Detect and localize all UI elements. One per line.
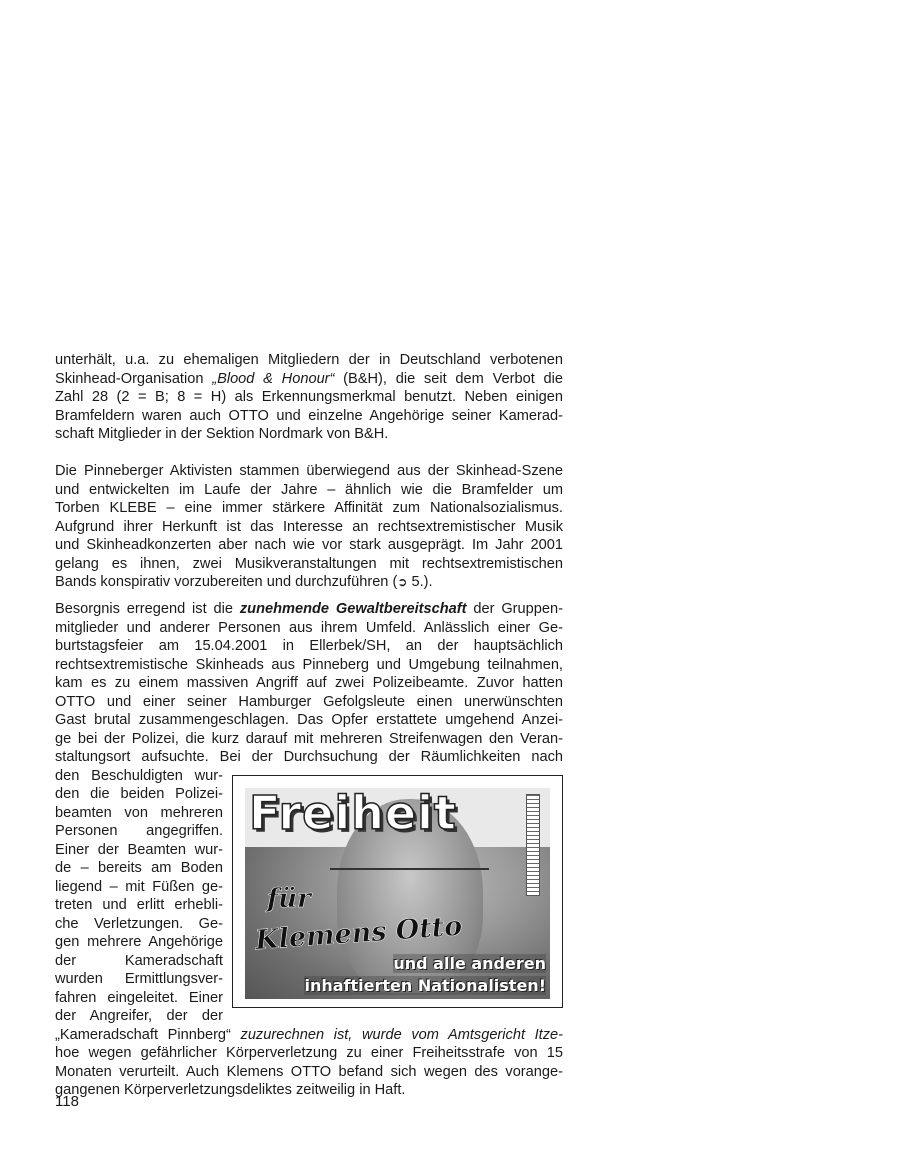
text-line: der Kameradschaft (55, 952, 223, 969)
text-line: OTTO und einer seiner Hamburger Gefolgsleute einen unerwünschten (55, 693, 563, 710)
text-segment: 5.). (407, 574, 433, 590)
text-line: treten und erlitt erhebli- (55, 897, 223, 913)
text-line: der Angreifer, der der (55, 1008, 223, 1024)
arrow-icon: ➲ (397, 575, 408, 589)
text-line: den Beschuldigten wur- (55, 767, 223, 784)
text-line: Gast brutal zusammengeschlagen. Das Opfer erstattete umgehend Anzei- (55, 712, 563, 728)
emphasis: „Blood & Honour“ (212, 370, 335, 387)
text-line: beamten von mehreren (55, 804, 223, 821)
text-line: Zahl 28 (2 = B; 8 = H) als Erkennungsmerkmal benutzt. Neben einigen (55, 389, 563, 405)
poster-side-label (526, 794, 540, 896)
text-line: de – bereits am Boden (55, 860, 223, 876)
text-line: kam es zu einem massiven Angriff auf zwei Polizeibeamte. Zuvor hatten (55, 675, 563, 691)
text-segment: Skinhead-Organisation (55, 370, 213, 387)
text-line: che Verletzungen. Ge- (55, 915, 223, 932)
text-line: und Skinheadkonzerten aber nach wie vor stark ausgeprägt. Im Jahr 2001 (55, 537, 563, 553)
text-line: Die Pinneberger Aktivisten stammen überwiegend aus der Skinhead-Szene (55, 463, 563, 479)
text-line: und entwickelten im Laufe der Jahre – ähnlich wie die Bramfelder um (55, 481, 563, 498)
text-line: Bramfeldern waren auch OTTO und einzelne Angehörige seiner Kamerad- (55, 407, 563, 424)
text-line: gangenen Körperverletzungsdeliktes zeitweilig in Haft. (55, 1082, 406, 1098)
text-line: mitglieder und anderer Personen aus ihrem Umfeld. Anlässlich einer Ge- (55, 619, 563, 636)
text-line: ge bei der Polizei, die kurz darauf mit mehreren Streifenwagen den Veran- (55, 730, 563, 747)
text-segment: „Kameradschaft Pinnberg“ (55, 1026, 231, 1043)
text-line (55, 600, 563, 619)
poster-subline-2: inhaftierten Nationalisten! (304, 976, 546, 995)
text-line: schaft Mitglieder in der Sektion Nordmark von B&H. (55, 426, 389, 442)
text-segment: Bands konspirativ vorzubereiten und durchzuführen ( (55, 574, 398, 590)
text-line: staltungsort aufsuchte. Bei der Durchsuchung der Räumlichkeiten nach (55, 749, 563, 765)
text-line: Einer der Beamten wur- (55, 841, 223, 858)
text-line: rechtsextremistische Skinheads aus Pinneberg und Umgebung teilnahmen, (55, 656, 563, 673)
text-line: liegend – mit Füßen ge- (55, 878, 223, 895)
text-line: wurden Ermittlungsver- (55, 971, 223, 987)
text-line: hoe wegen gefährlicher Körperverletzung zu einer Freiheitsstrafe von 15 (55, 1045, 563, 1061)
text-line: unterhält, u.a. zu ehemaligen Mitgliedern der in Deutschland verbotenen (55, 352, 563, 368)
text-line: Aufgrund ihrer Herkunft ist das Interesse an rechtsextremistischer Musik (55, 518, 563, 535)
text-line (55, 1026, 563, 1045)
emphasis: zunehmende Gewaltbereitschaft (239, 601, 467, 617)
poster-name: Klemens Otto (254, 910, 464, 957)
poster-fuer: für (267, 884, 311, 914)
text-segment: (B&H), die seit dem Verbot die (334, 370, 563, 387)
text-line: burtstagsfeier am 15.04.2001 in Ellerbek/SH, an der hauptsächlich (55, 638, 563, 654)
poster-image (232, 775, 563, 1008)
text-line: gen mehrere Angehörige (55, 934, 223, 950)
poster-subline-1: und alle anderen (393, 954, 546, 973)
emphasis: zuzurechnen ist, wurde vom Amtsgericht Itze- (230, 1026, 563, 1043)
text-segment: der Gruppen- (466, 601, 563, 617)
text-line: Monaten verurteilt. Auch Klemens OTTO befand sich wegen des vorange- (55, 1063, 563, 1080)
text-line (55, 573, 563, 592)
text-line: fahren eingeleitet. Einer (55, 989, 223, 1006)
text-line: gelang es ihnen, zwei Musikveranstaltungen mit rechtsextremistischen (55, 555, 563, 572)
text-line: Personen angegriffen. (55, 823, 223, 839)
poster-headline: Freiheit (249, 786, 457, 840)
page-number: 118 (55, 1093, 79, 1110)
text-line: den die beiden Polizei- (55, 786, 223, 802)
text-line: Torben KLEBE – eine immer stärkere Affinität zum Nationalsozialismus. (55, 500, 563, 516)
text-segment: Besorgnis erregend ist die (55, 601, 240, 617)
text-line (55, 370, 563, 389)
